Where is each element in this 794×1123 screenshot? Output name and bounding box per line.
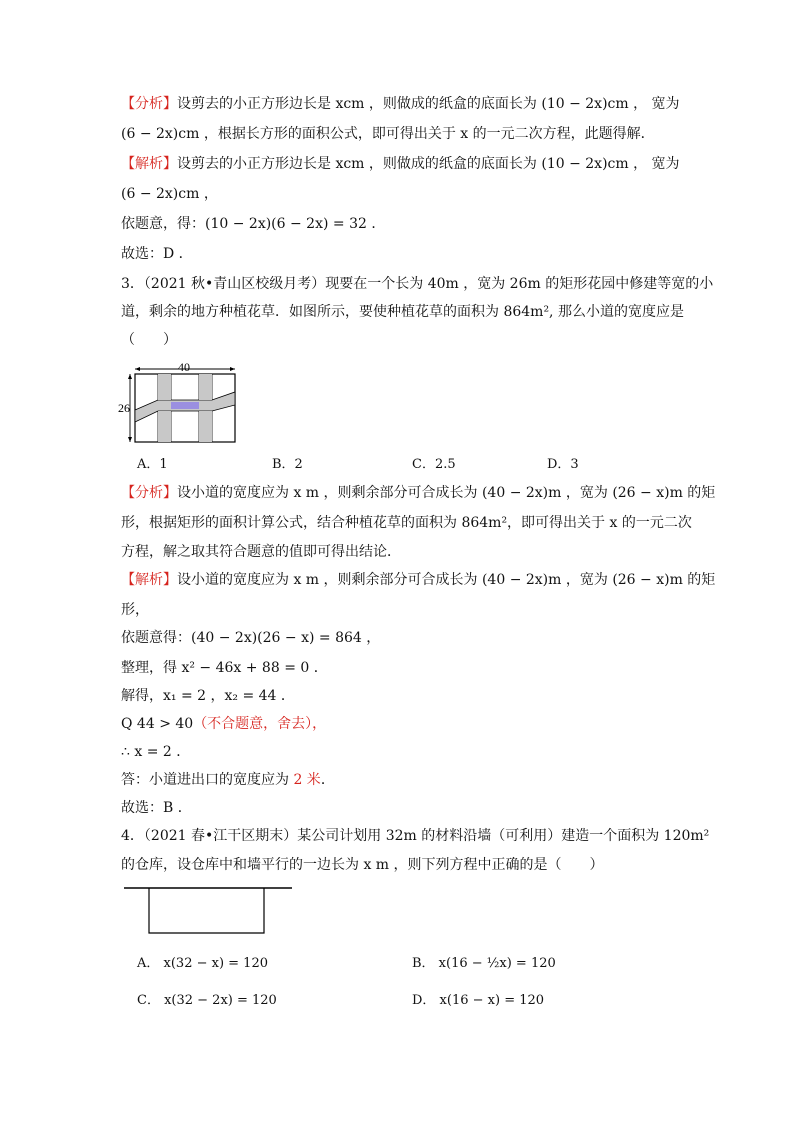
- q3-stem-line-2: 道，剩余的地方种植花草．如图所示，要使种植花草的面积为 864m², 那么小道的宽度应是: [121, 304, 684, 320]
- width-label: 40: [178, 360, 190, 374]
- q3-answer-suffix: ．: [320, 772, 335, 788]
- q4-option-d[interactable]: D． x(16 − x) = 120: [412, 993, 545, 1008]
- q2-solution-line-1: [121, 154, 680, 174]
- q3-solution-line-1: [121, 570, 715, 590]
- q3-option-b[interactable]: B．2: [272, 457, 303, 472]
- q3-solution-step-7: ∴ x = 2 ．: [121, 744, 191, 760]
- q4-stem-line-1: 4．（2021 春•江干区期末）某公司计划用 32m 的材料沿墙（可利用）建造一个面积为 120m²: [121, 828, 710, 844]
- analysis-tag: 【分析】: [121, 485, 177, 501]
- q3-stem-line-1: 3．（2021 秋•青山区校级月考）现要在一个长为 40m ，宽为 26m 的矩形花园中修建等宽的小: [121, 276, 714, 292]
- q3-option-d[interactable]: D．3: [547, 457, 579, 472]
- solution-tag: 【解析】: [121, 572, 177, 588]
- q2-solution-line-2: (6 − 2x)cm ，: [121, 186, 218, 202]
- q4-stem-line-2: 的仓库，设仓库中和墙平行的一边长为 x m ，则下列方程中正确的是（ ）: [121, 857, 604, 873]
- q3-solution-step-5: 解得，x₁ = 2 ，x₂ = 44 ．: [121, 688, 295, 704]
- q4-option-c[interactable]: C． x(32 − 2x) = 120: [137, 993, 277, 1008]
- q4-option-a[interactable]: A． x(32 − x) = 120: [137, 956, 268, 971]
- q3-step-6-math: Q 44 > 40: [121, 716, 194, 732]
- q3-analysis-line-1: [121, 483, 715, 503]
- garden-figure: [116, 358, 246, 448]
- q3-stem-line-3: （ ）: [121, 332, 177, 348]
- q3-solution-answer: [121, 770, 335, 790]
- q3-solution-line-2: 形，: [121, 602, 149, 618]
- q4-option-b[interactable]: B． x(16 − ½x) = 120: [412, 956, 556, 971]
- q3-option-c[interactable]: C．2.5: [412, 457, 456, 472]
- q2-answer: 故选：D ．: [121, 246, 193, 262]
- q3-analysis-line-2: 形，根据矩形的面积计算公式，结合种植花草的面积为 864m²，即可得出关于 x 的一元二次: [121, 515, 692, 531]
- q3-analysis-line-3: 方程，解之取其符合题意的值即可得出结论．: [121, 544, 401, 560]
- warehouse-figure: [120, 882, 296, 938]
- q3-solution-step-4: 整理，得 x² − 46x + 88 = 0 ．: [121, 660, 328, 676]
- solution-tag: 【解析】: [121, 156, 177, 172]
- warehouse-outline: [149, 888, 264, 933]
- q3-solution-step-3: 依题意得：(40 − 2x)(26 − x) = 864 ，: [121, 630, 381, 646]
- q2-solution-text-1: 设剪去的小正方形边长是 xcm ，则做成的纸盒的底面长为 (10 − 2x)cm ， 宽为: [177, 156, 680, 172]
- q3-answer: 故选：B ．: [121, 800, 192, 816]
- analysis-tag: 【分析】: [121, 96, 177, 112]
- q2-analysis-text-1: 设剪去的小正方形边长是 xcm ，则做成的纸盒的底面长为 (10 − 2x)cm ， 宽为: [177, 96, 680, 112]
- q3-solution-step-6: [121, 714, 326, 734]
- q3-analysis-text-1: 设小道的宽度应为 x m ，则剩余部分可合成长为 (40 − 2x)m ，宽为 (26 − x)m 的矩: [177, 485, 716, 501]
- q3-answer-prefix: 答：小道进出口的宽度应为: [121, 772, 289, 788]
- q3-solution-text-1: 设小道的宽度应为 x m ，则剩余部分可合成长为 (40 − 2x)m ，宽为 (26 − x)m 的矩: [177, 572, 716, 588]
- q2-analysis-line-2: (6 − 2x)cm ，根据长方形的面积公式，即可得出关于 x 的一元二次方程，此题得解．: [121, 126, 655, 142]
- q2-analysis-line-1: [121, 94, 680, 114]
- q3-step-6-note: （不合题意，舍去），: [193, 716, 327, 732]
- q2-equation: 依题意，得：(10 − 2x)(6 − 2x) = 32 ．: [121, 216, 386, 232]
- q3-answer-value: 2 米: [289, 772, 321, 788]
- height-label: 26: [118, 401, 130, 415]
- path-highlight: [171, 402, 199, 409]
- q3-option-a[interactable]: A．1: [137, 457, 168, 472]
